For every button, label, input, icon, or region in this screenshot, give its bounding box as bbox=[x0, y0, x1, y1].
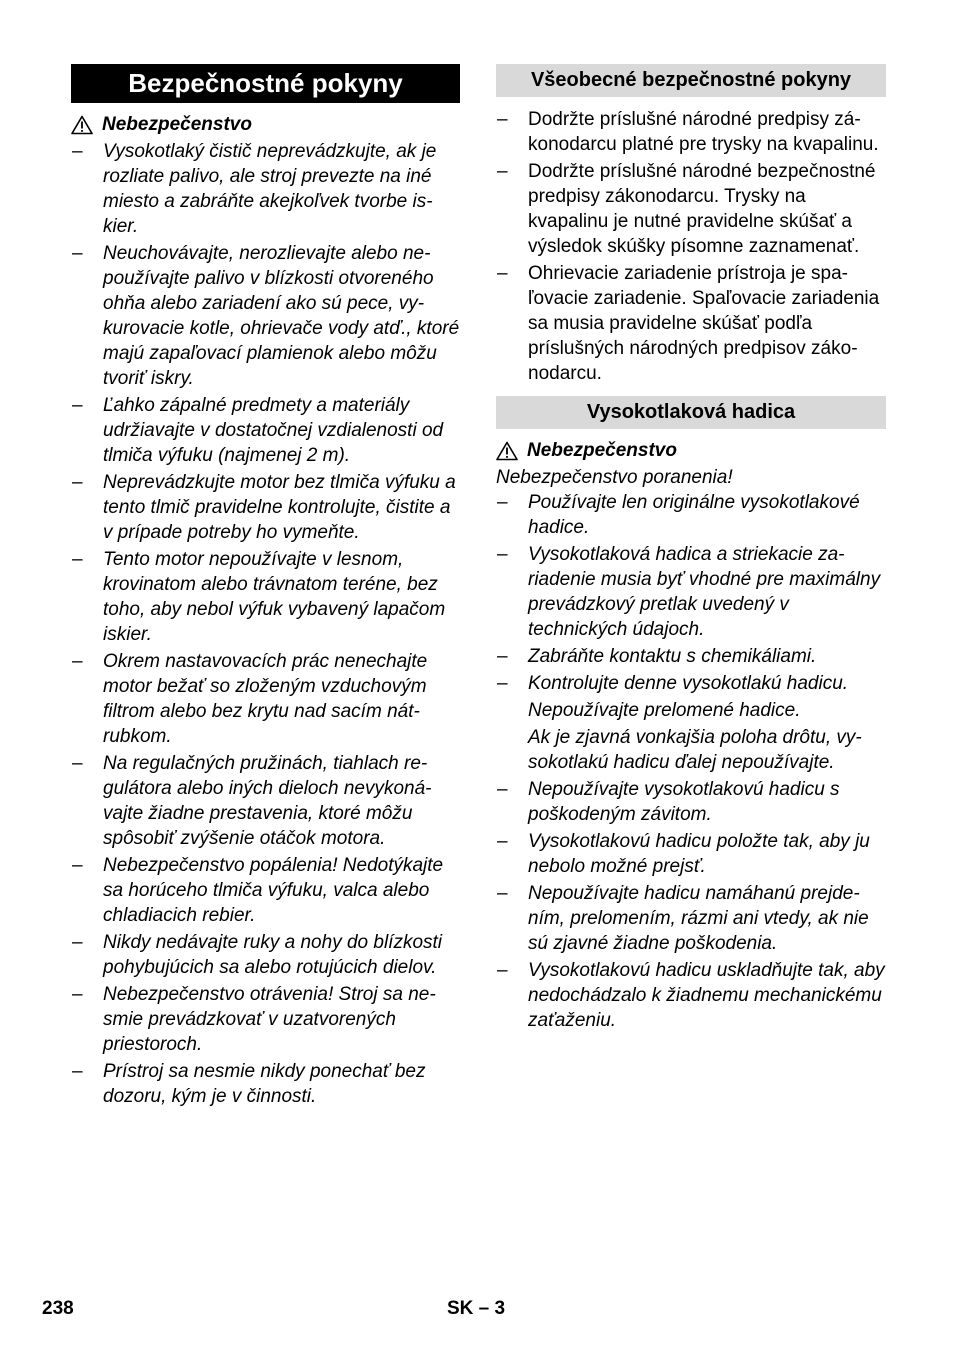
continuation-text: Ak je zjavná vonkajšia poloha drôtu, vysokotlakú hadicu ďalej nepoužívajte. bbox=[528, 727, 862, 773]
list-item: – Vysokotlakovú hadicu uskladňujte tak, aby nedochádzalo k žiadnemu mechanickému zaťaženiu. bbox=[496, 958, 886, 1033]
danger-label: Nebezpečenstvo bbox=[102, 114, 252, 135]
list-item: – Nikdy nedávajte ruky a nohy do blízkosti pohybujúcich sa alebo rotujúcich dielov. bbox=[71, 930, 460, 980]
warning-triangle-icon bbox=[71, 115, 93, 135]
list-item: – Nebezpečenstvo popálenia! Nedotýkajte sa horúceho tlmiča výfuku, valca alebo chladiacich rebier. bbox=[71, 853, 460, 928]
list-item: – Dodržte príslušné národné predpisy zákonodarcu platné pre trysky na kvapalinu. bbox=[496, 107, 886, 157]
list-item: – Ohrievacie zariadenie prístroja je spaľovacie zariadenie. Spaľovacie zariadenia sa musia pravidelne skúšať podľa príslušných národných predpisov zákonodarcu. bbox=[496, 261, 886, 386]
list-item: – Dodržte príslušné národné bezpečnostné predpisy zákonodarcu. Trysky na kvapalinu je nutné pravidelne skúšať a výsledok skúšky písomne zaznamenať. bbox=[496, 159, 886, 259]
list-item: – Neuchovávajte, nerozlievajte alebo nepoužívajte palivo v blízkosti otvoreného ohňa alebo zariadení ako sú pece, vykurovacie kotle, ohrievače vody atď., ktoré majú zapaľovací plamienok alebo môžu tvoriť iskry. bbox=[71, 241, 460, 391]
list-item: – Vysokotlaký čistič neprevádzkujte, ak je rozliate palivo, ale stroj prevezte na iné miesto a zabráňte akejkoľvek tvorbe iskier. bbox=[71, 139, 460, 239]
section-title-general: Všeobecné bezpečnostné pokyny bbox=[496, 64, 886, 97]
page-number: 238 bbox=[42, 1298, 74, 1319]
list-item: – Ľahko zápalné predmety a materiály udržiavajte v dostatočnej vzdialenosti od tlmiča výfuku (najmenej 2 m). bbox=[71, 393, 460, 468]
list-item: – Používajte len originálne vysokotlakové hadice. bbox=[496, 490, 886, 540]
danger-label: Nebezpečenstvo bbox=[527, 440, 677, 461]
danger-heading bbox=[496, 438, 886, 463]
right-column bbox=[496, 64, 886, 1035]
list-item: – Vysokotlaková hadica a striekacie zariadenie musia byť vhodné pre maximálny prevádzkový pretlak uvedený v technických údajoch. bbox=[496, 542, 886, 642]
language-page-label: SK – 3 bbox=[447, 1298, 506, 1319]
list-item: – Zabráňte kontaktu s chemikáliami. bbox=[496, 644, 886, 669]
danger-heading bbox=[71, 112, 460, 137]
hose-list-a bbox=[496, 490, 886, 696]
list-item: – Kontrolujte denne vysokotlakú hadicu. bbox=[496, 671, 886, 696]
list-item: – Prístroj sa nesmie nikdy ponechať bez dozoru, kým je v činnosti. bbox=[71, 1059, 460, 1109]
section-title-safety: Bezpečnostné pokyny bbox=[71, 64, 460, 103]
section-title-hose: Vysokotlaková hadica bbox=[496, 396, 886, 429]
list-item: – Nepoužívajte vysokotlakovú hadicu s poškodeným závitom. bbox=[496, 777, 886, 827]
left-column bbox=[71, 64, 460, 1111]
injury-warning: Nebezpečenstvo poranenia! bbox=[496, 467, 733, 488]
list-item: – Nebezpečenstvo otrávenia! Stroj sa nesmie prevádzkovať v uzatvorených priestoroch. bbox=[71, 982, 460, 1057]
list-item: – Nepoužívajte hadicu namáhanú prejdením, prelomením, rázmi ani vtedy, ak nie sú zjavné žiadne poškodenia. bbox=[496, 881, 886, 956]
list-item: – Vysokotlakovú hadicu položte tak, aby ju nebolo možné prejsť. bbox=[496, 829, 886, 879]
continuation-text: Nepoužívajte prelomené hadice. bbox=[528, 700, 801, 721]
list-item: – Tento motor nepoužívajte v lesnom, krovinatom alebo trávnatom teréne, bez toho, aby nebol výfuk vybavený lapačom iskier. bbox=[71, 547, 460, 647]
hose-list-b bbox=[496, 777, 886, 1033]
warning-triangle-icon bbox=[496, 441, 518, 461]
list-item: – Neprevádzkujte motor bez tlmiča výfuku a tento tlmič pravidelne kontrolujte, čistite a v prípade potreby ho vymeňte. bbox=[71, 470, 460, 545]
list-item: – Na regulačných pružinách, tiahlach regulátora alebo iných dieloch nevykonávajte žiadne prestavenia, ktoré môžu spôsobiť zvýšenie otáčok motora. bbox=[71, 751, 460, 851]
general-list bbox=[496, 107, 886, 386]
danger-list bbox=[71, 139, 460, 1109]
list-item: – Okrem nastavovacích prác nenechajte motor bežať so zloženým vzduchovým filtrom alebo bez krytu nad sacím nátrubkom. bbox=[71, 649, 460, 749]
